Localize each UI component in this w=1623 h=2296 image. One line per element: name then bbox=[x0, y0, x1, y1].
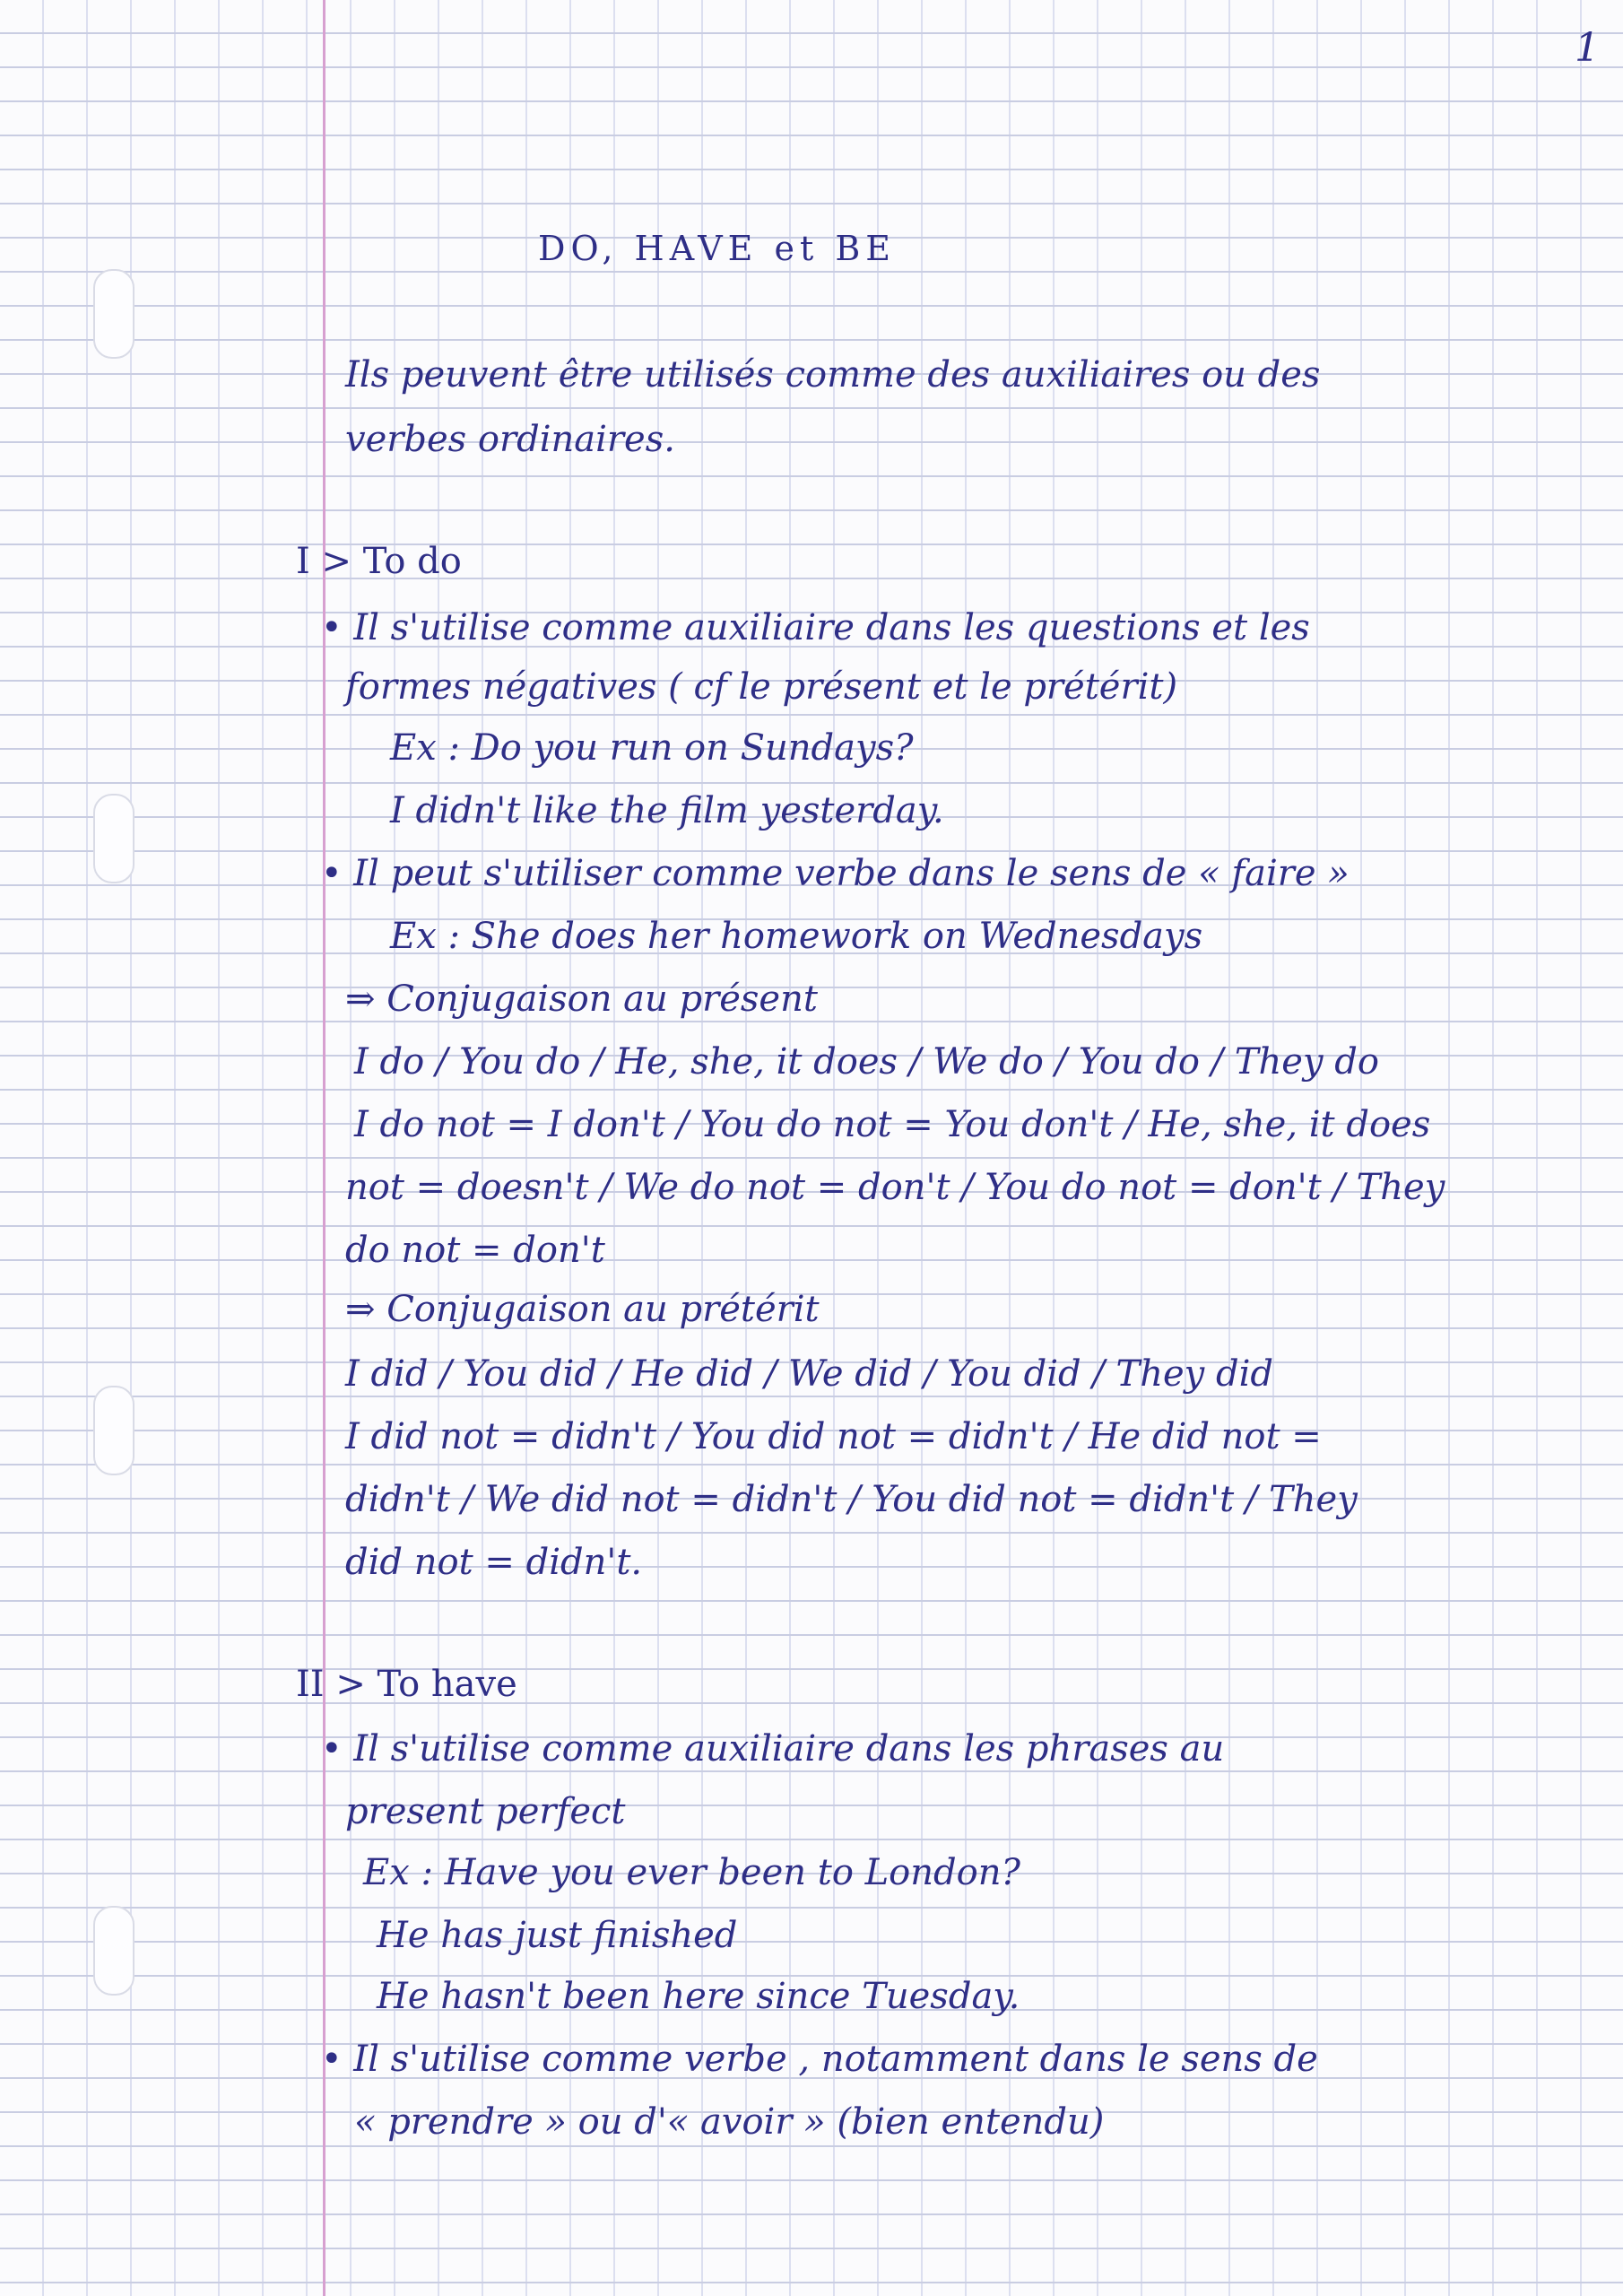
conjugation-line: I did not = didn't / You did not = didn't / He did not = bbox=[345, 1416, 1322, 1457]
subheading-line: ⇒ Conjugaison au prétérit bbox=[345, 1289, 820, 1330]
conjugation-line: didn't / We did not = didn't / You did not = didn't / They bbox=[345, 1479, 1358, 1520]
conjugation-line: I did / You did / He did / We did / You did / They did bbox=[345, 1353, 1273, 1395]
intro-line: verbes ordinaires. bbox=[345, 419, 675, 460]
text-line: • Il s'utilise comme verbe , notamment dans le sens de bbox=[321, 2039, 1318, 2080]
text-line: • Il peut s'utiliser comme verbe dans le sens de « faire » bbox=[321, 853, 1350, 894]
intro-line: Ils peuvent être utilisés comme des auxiliaires ou des bbox=[345, 354, 1321, 396]
punch-hole bbox=[93, 1906, 135, 1996]
text-line: « prendre » ou d'« avoir » (bien entendu) bbox=[354, 2101, 1105, 2143]
page-title: DO, HAVE et BE bbox=[538, 229, 897, 268]
text-line: • Il s'utilise comme auxiliaire dans les questions et les bbox=[321, 607, 1310, 648]
conjugation-line: I do / You do / He, she, it does / We do / You do / They do bbox=[354, 1041, 1379, 1083]
text-line: • Il s'utilise comme auxiliaire dans les phrases au bbox=[321, 1728, 1225, 1770]
example-line: He hasn't been here since Tuesday. bbox=[377, 1976, 1020, 2017]
subheading-line: ⇒ Conjugaison au présent bbox=[345, 978, 818, 1020]
conjugation-line: did not = didn't. bbox=[345, 1542, 643, 1583]
example-line: Ex : She does her homework on Wednesdays bbox=[390, 916, 1203, 957]
conjugation-line: not = doesn't / We do not = don't / You do not = don't / They bbox=[345, 1167, 1445, 1208]
margin-line bbox=[323, 0, 325, 2296]
punch-hole bbox=[93, 794, 135, 883]
conjugation-line: do not = don't bbox=[345, 1230, 605, 1271]
page-number: 1 bbox=[1575, 25, 1600, 71]
punch-hole bbox=[93, 1386, 135, 1475]
text-line: formes négatives ( cf le présent et le prétérit) bbox=[345, 666, 1178, 708]
example-line: He has just finished bbox=[377, 1915, 738, 1956]
example-line: Ex : Have you ever been to London? bbox=[363, 1852, 1020, 1893]
example-line: I didn't like the film yesterday. bbox=[390, 790, 944, 831]
example-line: Ex : Do you run on Sundays? bbox=[390, 727, 914, 769]
conjugation-line: I do not = I don't / You do not = You don't / He, she, it does bbox=[354, 1104, 1431, 1145]
section-heading: I > To do bbox=[296, 541, 462, 582]
text-line: present perfect bbox=[345, 1791, 626, 1832]
punch-hole bbox=[93, 269, 135, 359]
section-heading: II > To have bbox=[296, 1664, 517, 1705]
